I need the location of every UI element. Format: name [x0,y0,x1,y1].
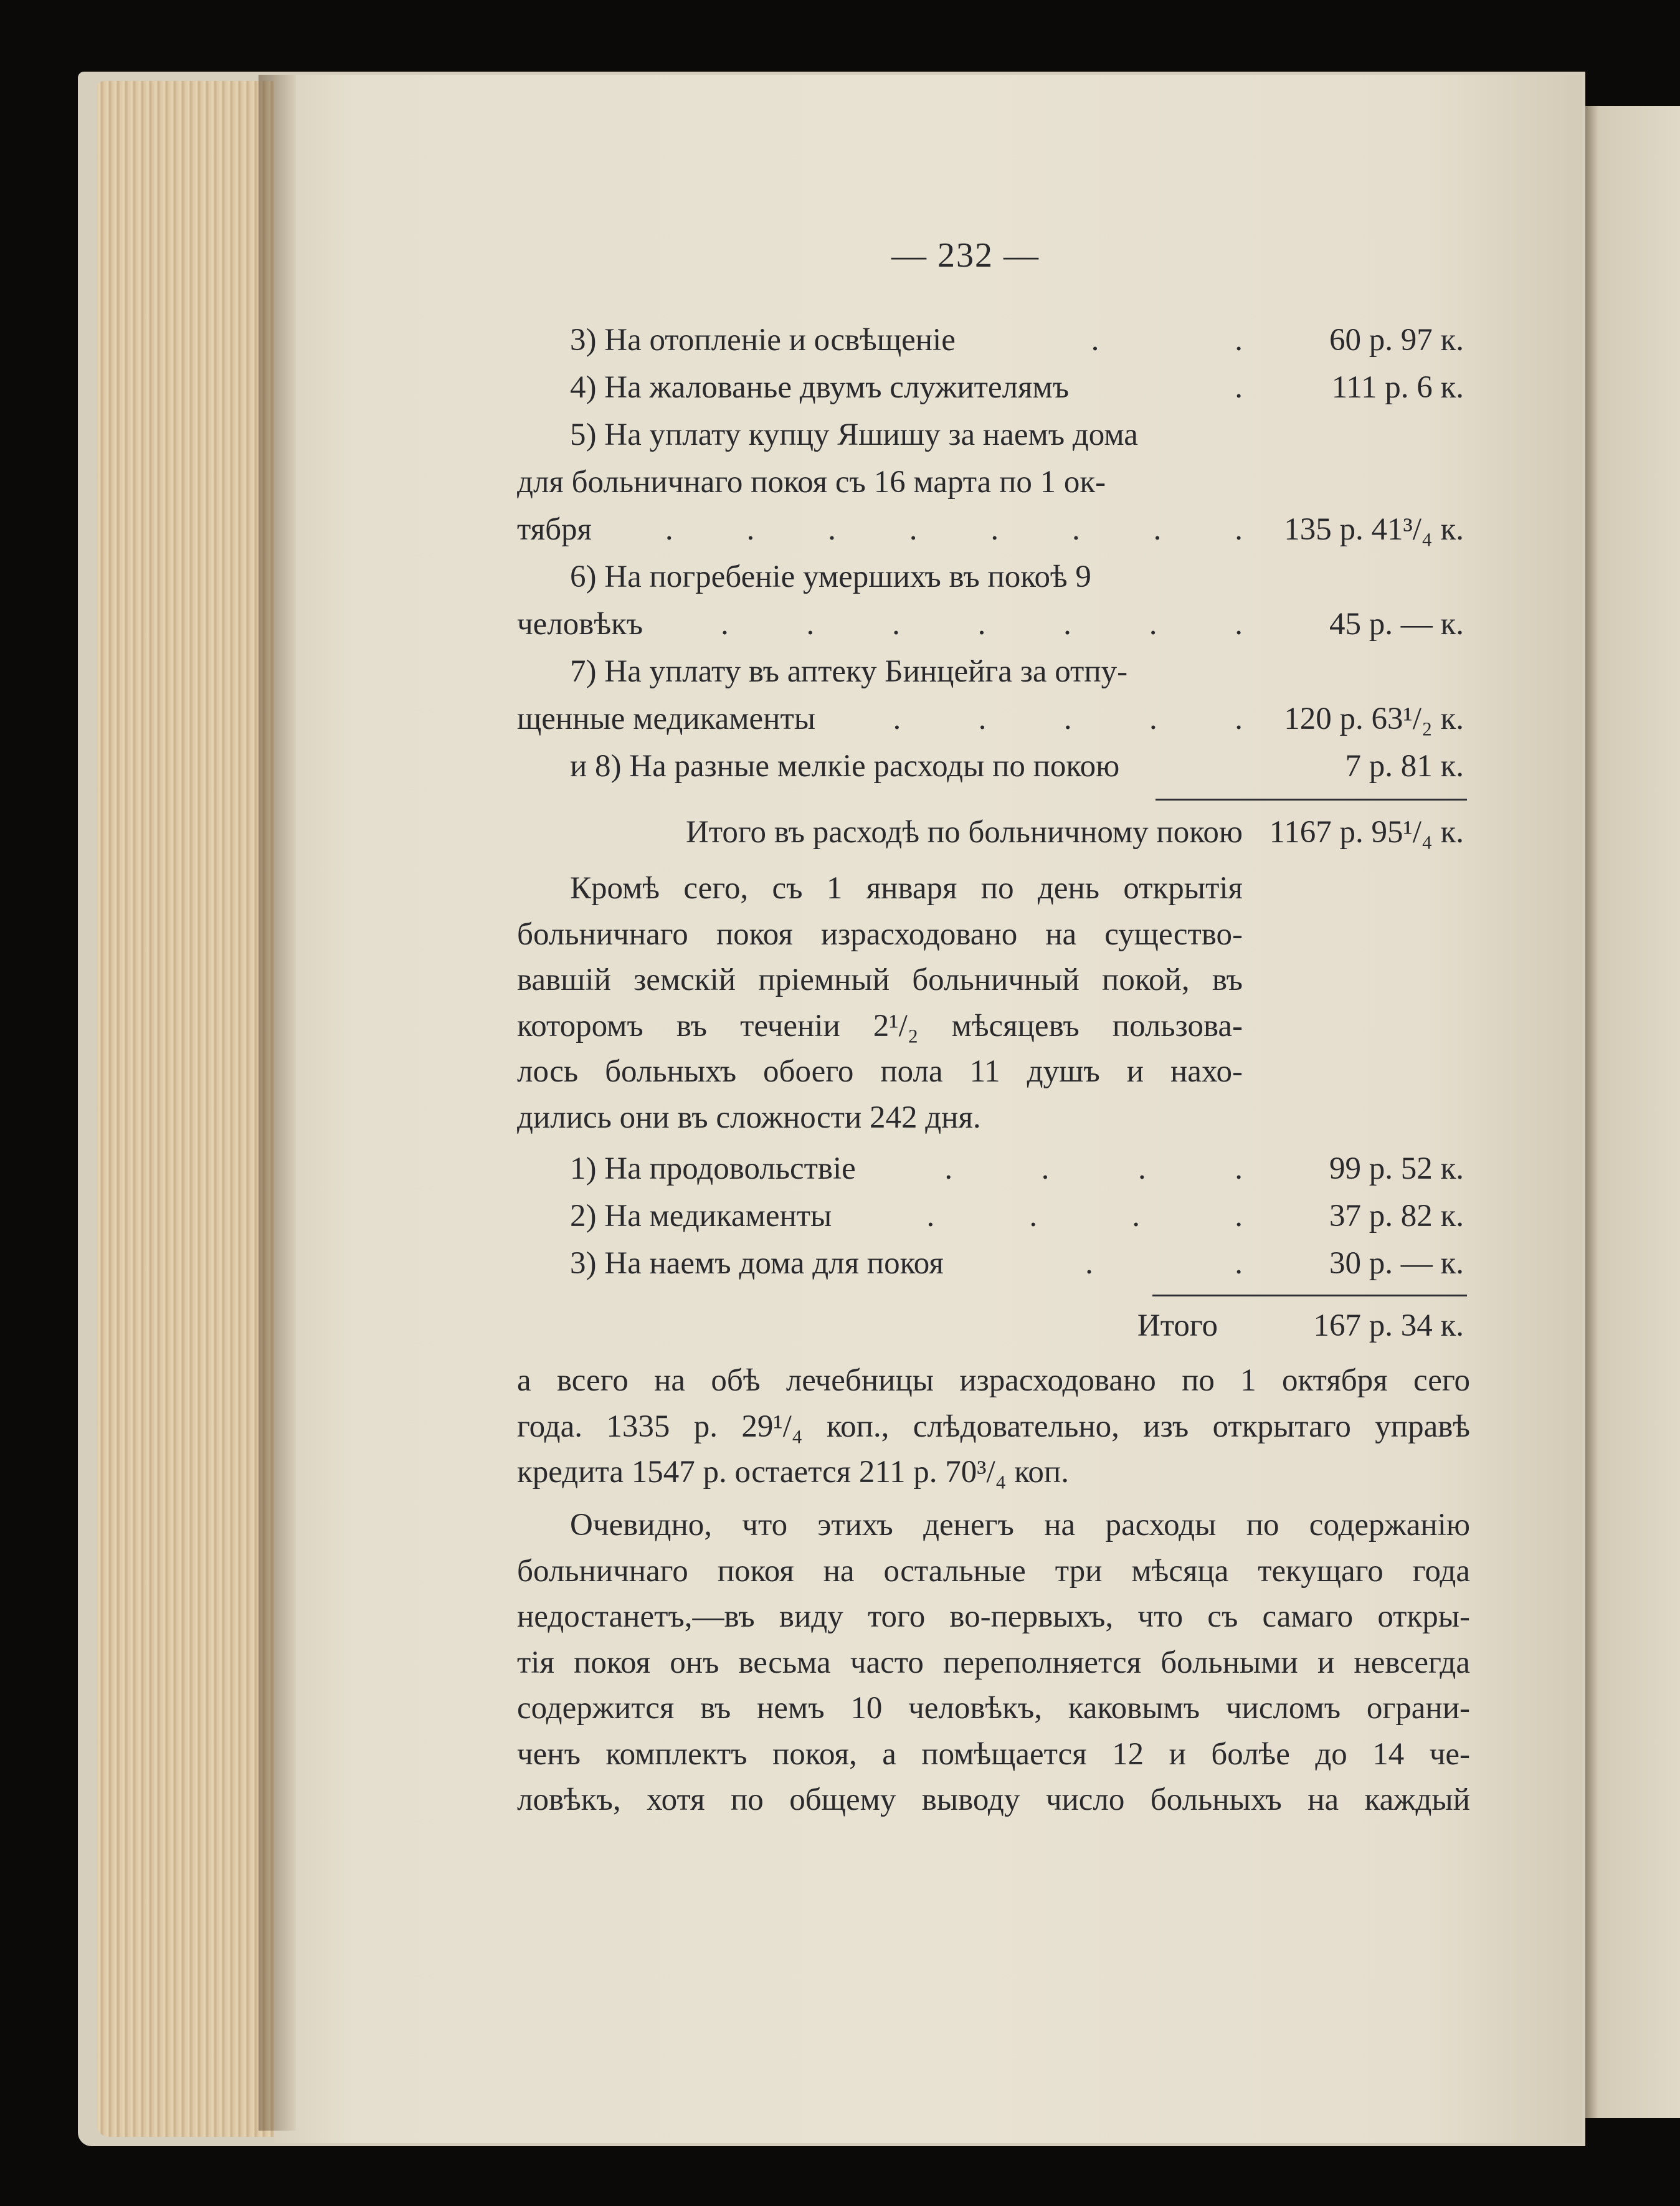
paragraph-line: которомъ въ теченіи 2¹/₂ мѣсяцевъ пользова- [517,1008,1243,1044]
reception-total-label: Итого [1137,1308,1218,1343]
expense-item-amount: 135 р. 41³/₄ к. [1284,512,1464,547]
facing-page-edge [1585,106,1680,2118]
expense-item-text: 6) На погребеніе умершихъ въ покоѣ 9 [570,559,1091,594]
final-paragraph [517,1503,1470,1823]
expense-item-amount: 30 р. — к. [1329,1246,1464,1281]
paragraph-line: больничнаго покоя израсходовано на существо- [517,916,1243,952]
paragraph-line: больничнаго покоя на остальные три мѣсяца текущаго года [517,1553,1470,1589]
gutter-shadow [259,75,296,2131]
expense-item-text: тября . . . . . . . . [517,512,1243,547]
intro-paragraph [517,866,1243,1141]
expense-item-amount: 60 р. 97 к. [1329,323,1464,358]
total-rule [1156,799,1467,801]
expense-item-text: 2) На медикаменты . . . . [570,1199,1243,1234]
paragraph-line: содержится въ немъ 10 человѣкъ, каковымъ числомъ ограни- [517,1691,1470,1726]
paragraph-line: а всего на обѣ лечебницы израсходовано по 1 октября сего [517,1363,1470,1398]
expense-item-amount: 99 р. 52 к. [1329,1151,1464,1186]
paragraph-line: Очевидно, что этихъ денегъ на расходы по содержанію [570,1508,1470,1543]
expense-item-text: 3) На отопленіе и освѣщеніе . . [570,323,1243,358]
page-number: — 232 — [891,236,1040,275]
hospital-total-amount: 1167 р. 95¹/₄ к. [1269,815,1464,850]
summary-paragraph [517,1358,1470,1496]
expense-item-text: 4) На жалованье двумъ служителямъ . [570,370,1243,405]
expense-item-amount: 7 р. 81 к. [1345,749,1464,784]
paragraph-line: дились они въ сложности 242 дня. [517,1100,981,1135]
total-rule [1152,1295,1467,1296]
expense-item-text: человѣкъ . . . . . . . [517,607,1243,642]
page-edges [97,81,283,2137]
paragraph-line: Кромѣ сего, съ 1 января по день открытія [570,871,1243,906]
paragraph-line: ловѣкъ, хотя по общему выводу число больныхъ на каждый [517,1782,1470,1817]
expense-item-text: 1) На продовольствіе . . . . [570,1151,1243,1186]
expense-item-amount: 120 р. 63¹/₂ к. [1284,701,1464,736]
expense-item-amount: 111 р. 6 к. [1331,370,1464,405]
expense-item-text: щенные медикаменты . . . . . [517,701,1243,736]
paragraph-line: кредита 1547 р. остается 211 р. 70³/₄ коп. [517,1455,1069,1490]
paragraph-line: года. 1335 р. 29¹/₄ коп., слѣдовательно, изъ открытаго управѣ [517,1409,1470,1444]
paragraph-line: вавшій земскій пріемный больничный покой, въ [517,963,1243,997]
expense-item-text: 5) На уплату купцу Яшишу за наемъ дома [570,417,1138,452]
expense-item-text: и 8) На разные мелкіе расходы по покою [570,749,1120,784]
expense-item-text: для больничнаго покоя съ 16 марта по 1 ок- [517,465,1106,500]
expense-item-amount: 45 р. — к. [1329,607,1464,642]
expense-item-amount: 37 р. 82 к. [1329,1199,1464,1234]
paragraph-line: ченъ комплектъ покоя, а помѣщается 12 и болѣе до 14 че- [517,1736,1470,1772]
expense-item-text: 3) На наемъ дома для покоя . . [570,1246,1243,1281]
expense-item-text: 7) На уплату въ аптеку Бинцейга за отпу- [570,654,1128,689]
reception-total-amount: 167 р. 34 к. [1313,1308,1464,1343]
paragraph-line: тія покоя онъ весьма часто переполняется больными и невсегда [517,1645,1470,1680]
hospital-total-label: Итого въ расходѣ по больничному покою [685,815,1243,850]
paragraph-line: лось больныхъ обоего пола 11 душъ и нахо- [517,1054,1243,1089]
paragraph-line: недостанетъ,—въ виду того во-первыхъ, что съ самаго откры- [517,1599,1470,1634]
